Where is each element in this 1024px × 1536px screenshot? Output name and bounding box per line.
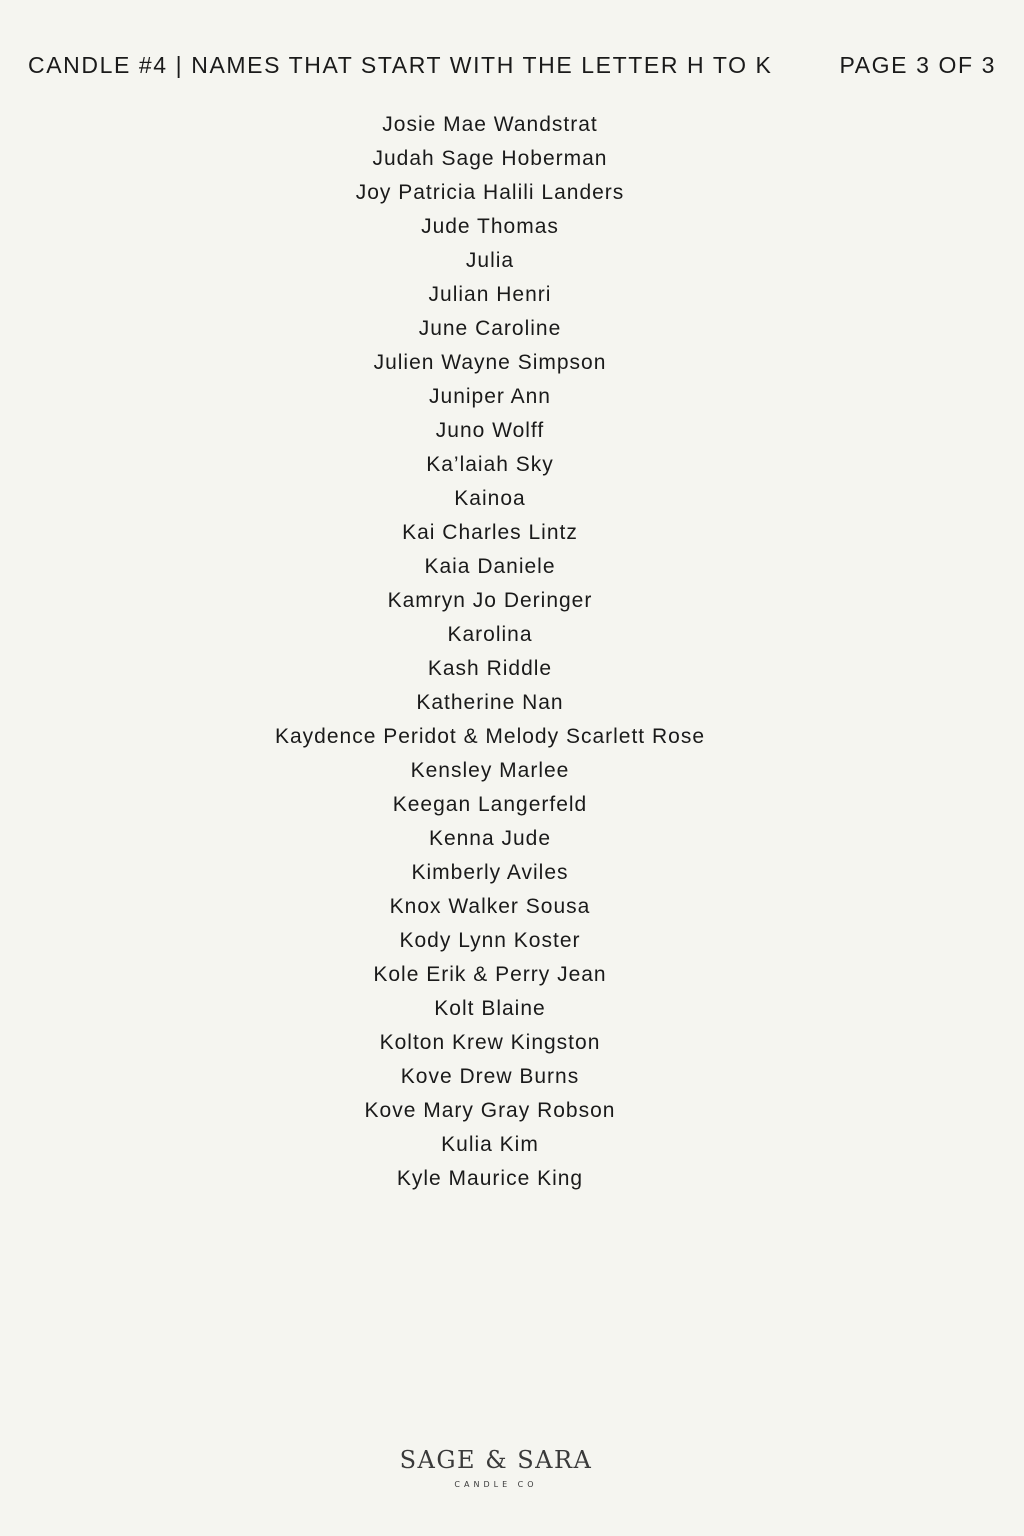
names-list xyxy=(0,108,980,1196)
name-item: Julia xyxy=(465,249,515,272)
name-item: Juniper Ann xyxy=(429,385,551,408)
name-item: Kimberly Aviles xyxy=(411,861,569,884)
name-item: Kove Mary Gray Robson xyxy=(364,1099,616,1122)
name-item: Keegan Langerfeld xyxy=(392,793,588,816)
name-item: Kaydence Peridot & Melody Scarlett Rose xyxy=(274,725,706,748)
name-item: Julien Wayne Simpson xyxy=(373,351,607,374)
name-item: Judah Sage Hoberman xyxy=(372,147,608,170)
page-header xyxy=(28,50,996,80)
page-title: CANDLE #4 | NAMES THAT START WITH THE LETTER H TO K xyxy=(28,52,773,78)
name-item: Kenna Jude xyxy=(428,827,552,850)
logo-brand: SAGE & SARA xyxy=(399,1446,593,1474)
name-item: Kole Erik & Perry Jean xyxy=(373,963,607,986)
name-item: Josie Mae Wandstrat xyxy=(382,113,598,136)
name-item: Juno Wolff xyxy=(435,419,545,442)
name-item: Kolt Blaine xyxy=(434,997,546,1020)
name-item: Kainoa xyxy=(454,487,526,510)
logo-tagline: CANDLE CO xyxy=(454,1480,538,1489)
name-item: Kaia Daniele xyxy=(424,555,556,578)
name-item: Julian Henri xyxy=(428,283,552,306)
name-item: Kamryn Jo Deringer xyxy=(387,589,593,612)
name-item: Kai Charles Lintz xyxy=(402,521,578,544)
name-item: Knox Walker Sousa xyxy=(389,895,591,918)
name-item: Kolton Krew Kingston xyxy=(379,1031,601,1054)
name-item: Ka’laiah Sky xyxy=(426,453,554,476)
name-item: Kody Lynn Koster xyxy=(399,929,581,952)
name-item: Kash Riddle xyxy=(427,657,553,680)
name-item: Jude Thomas xyxy=(421,215,559,238)
brand-logo xyxy=(0,1444,992,1492)
name-item: Karolina xyxy=(447,623,533,646)
name-item: Kyle Maurice King xyxy=(396,1167,584,1190)
name-item: Kove Drew Burns xyxy=(400,1065,580,1088)
name-item: Kensley Marlee xyxy=(410,759,570,782)
name-item: Katherine Nan xyxy=(416,691,564,714)
name-item: Kulia Kim xyxy=(441,1133,539,1156)
name-item: June Caroline xyxy=(418,317,562,340)
page-indicator: PAGE 3 OF 3 xyxy=(839,52,996,78)
name-item: Joy Patricia Halili Landers xyxy=(355,181,625,204)
